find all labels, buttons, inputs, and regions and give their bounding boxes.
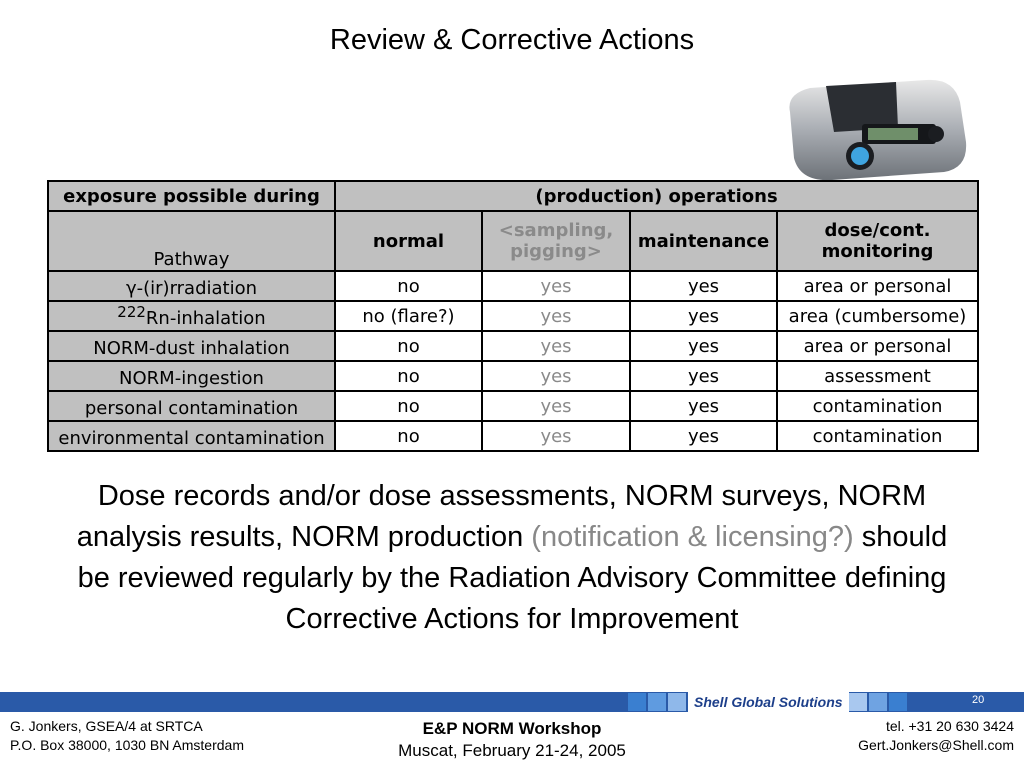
footer-square xyxy=(628,693,646,711)
sampling-cell: yes xyxy=(482,391,630,421)
footer-square xyxy=(668,693,686,711)
personal-dosimeter-icon xyxy=(776,72,972,184)
pathway-cell xyxy=(48,331,335,361)
pathway-label: γ-(ir)rradiation xyxy=(125,278,258,299)
column-header-pathway: Pathway xyxy=(48,211,335,271)
pathway-superscript: 222 xyxy=(117,303,146,321)
footer-square xyxy=(849,693,867,711)
pathway-cell xyxy=(48,391,335,421)
normal-cell: no xyxy=(335,391,482,421)
brand-logo-text: Shell Global Solutions xyxy=(688,692,849,712)
footer-right xyxy=(858,717,1014,755)
body-text-part2: should be reviewed regularly by the Radiation Advisory Committee defining Corrective Actions for Improvement xyxy=(77,521,948,635)
normal-cell: no xyxy=(335,421,482,451)
maintenance-cell: yes xyxy=(630,361,777,391)
column-header-maintenance: maintenance xyxy=(630,211,777,271)
pathway-cell xyxy=(48,361,335,391)
normal-cell: no (flare?) xyxy=(335,301,482,331)
monitoring-cell: contamination xyxy=(777,421,978,451)
column-header-sampling: <sampling, pigging> xyxy=(482,211,630,271)
monitoring-cell: assessment xyxy=(777,361,978,391)
maintenance-cell: yes xyxy=(630,271,777,301)
page-number: 20 xyxy=(972,694,985,706)
table-row xyxy=(48,421,978,451)
footer-center-line2: Muscat, February 21-24, 2005 xyxy=(398,741,626,760)
table-row xyxy=(48,301,978,331)
footer-square xyxy=(869,693,887,711)
maintenance-cell: yes xyxy=(630,421,777,451)
table-header-exposure: exposure possible during xyxy=(48,181,335,211)
normal-cell: no xyxy=(335,361,482,391)
pathway-label: NORM-dust inhalation xyxy=(93,338,290,359)
table-row xyxy=(48,331,978,361)
body-text-part1: Dose records and/or dose assessments, NORM surveys, NORM analysis results, NORM production xyxy=(76,480,927,553)
sampling-cell: yes xyxy=(482,271,630,301)
monitoring-cell: contamination xyxy=(777,391,978,421)
footer-square xyxy=(889,693,907,711)
body-paragraph xyxy=(60,476,964,640)
pathway-label: personal contamination xyxy=(84,398,299,419)
pathway-cell xyxy=(48,271,335,301)
pathway-label: environmental contamination xyxy=(58,428,325,449)
table-header-operations: (production) operations xyxy=(335,181,978,211)
sampling-cell: yes xyxy=(482,361,630,391)
column-header-monitoring: dose/cont. monitoring xyxy=(777,211,978,271)
body-text-muted: (notification & licensing?) xyxy=(531,521,854,553)
sampling-cell: yes xyxy=(482,301,630,331)
footer-left-line2: P.O. Box 38000, 1030 BN Amsterdam xyxy=(10,737,244,753)
footer-right-line2: Gert.Jonkers@Shell.com xyxy=(858,737,1014,753)
monitoring-cell: area (cumbersome) xyxy=(777,301,978,331)
pathway-label: NORM-ingestion xyxy=(119,368,264,389)
monitoring-cell: area or personal xyxy=(777,271,978,301)
exposure-pathway-table xyxy=(47,180,979,452)
footer-brand-band xyxy=(628,692,1024,712)
maintenance-cell: yes xyxy=(630,391,777,421)
sampling-cell: yes xyxy=(482,421,630,451)
table-row xyxy=(48,271,978,301)
maintenance-cell: yes xyxy=(630,301,777,331)
pathway-cell xyxy=(48,421,335,451)
footer-left-line1: G. Jonkers, GSEA/4 at SRTCA xyxy=(10,718,203,734)
normal-cell: no xyxy=(335,331,482,361)
normal-cell: no xyxy=(335,271,482,301)
maintenance-cell: yes xyxy=(630,331,777,361)
footer-square xyxy=(648,693,666,711)
slide-title: Review & Corrective Actions xyxy=(329,24,695,56)
table-row xyxy=(48,391,978,421)
sampling-cell: yes xyxy=(482,331,630,361)
monitoring-cell: area or personal xyxy=(777,331,978,361)
footer-right-line1: tel. +31 20 630 3424 xyxy=(885,718,1014,734)
column-header-normal: normal xyxy=(335,211,482,271)
pathway-label: Rn-inhalation xyxy=(145,308,266,329)
pathway-cell xyxy=(48,301,335,331)
footer-center-line1: E&P NORM Workshop xyxy=(422,719,602,738)
table-row xyxy=(48,361,978,391)
